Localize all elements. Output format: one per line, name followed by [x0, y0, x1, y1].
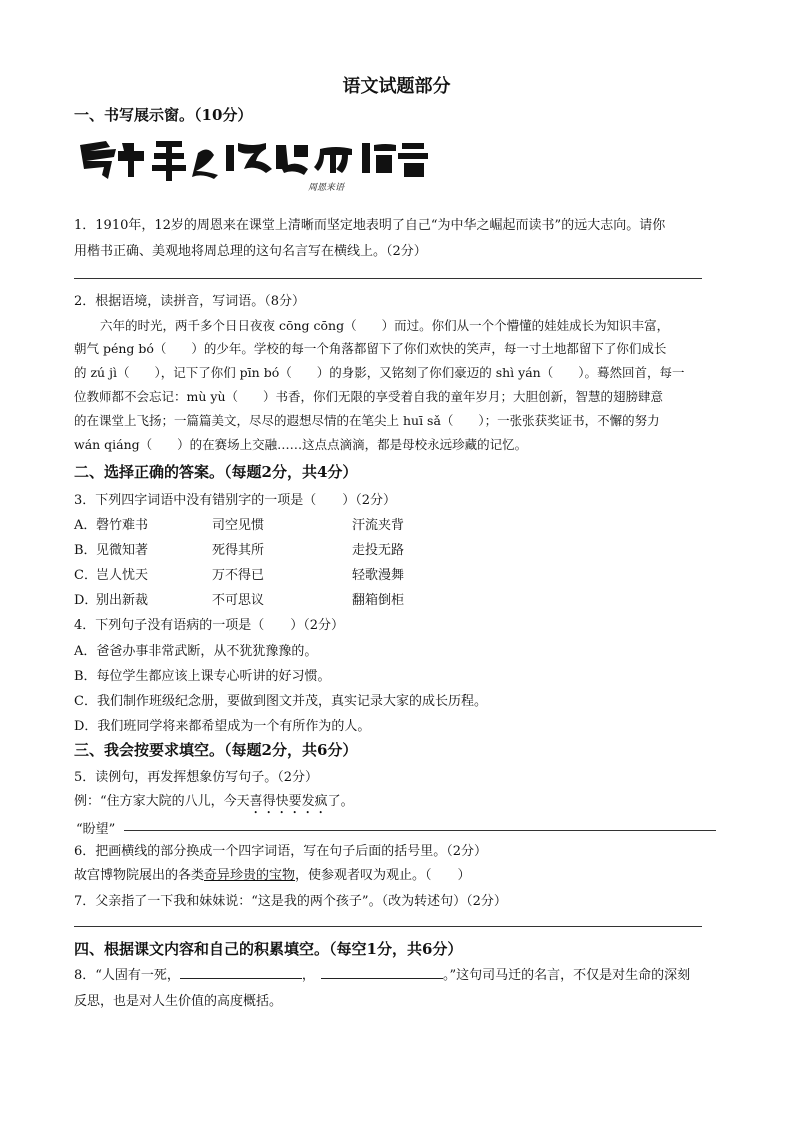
- q3-option-item: 岂人忧天: [96, 568, 149, 583]
- q3-option-item: 见微知著: [96, 543, 149, 558]
- q3-option-item: 司空见惯: [212, 518, 265, 533]
- q3-option-item: 走投无路: [352, 543, 405, 558]
- q1-answer-line[interactable]: [74, 278, 702, 279]
- q7-answer-line[interactable]: [74, 926, 702, 927]
- q3-option-item: 死得其所: [212, 543, 265, 558]
- section-3-heading: 三、我会按要求填空。（每题2分，共6分）: [74, 741, 358, 759]
- q8-blank-1[interactable]: [180, 966, 302, 979]
- q4-heading: 4．下列句子没有语病的一项是（ ）（2分）: [74, 618, 345, 633]
- q6-sentence: [74, 864, 471, 883]
- q1-line-1: 1．1910年，12岁的周恩来在课堂上清晰而坚定地表明了自己“为中华之崛起而读书”的远大志向。请你: [74, 218, 666, 233]
- q4-option-d[interactable]: D．我们班同学将来都希望成为一个有所作为的人。: [74, 719, 371, 734]
- q3-option-item: 翻箱倒柜: [352, 593, 405, 608]
- calligraphy-signature: 周恩来语: [308, 183, 345, 193]
- q2-text-line: 的在课堂上飞扬；一篇篇美文，尽尽的遐想尽情的在笔尖上 huī sǎ（ ）；一张张获奖证书，不懈的努力: [74, 413, 660, 428]
- q4-option-a[interactable]: A．爸爸办事非常武断，从不犹犹豫豫的。: [74, 644, 318, 659]
- q1-line-2: 用楷书正确、美观地将周总理的这句名言写在横线上。（2分）: [74, 244, 427, 259]
- q3-option-item: 万不得已: [212, 568, 265, 583]
- q3-option-a-label[interactable]: A．: [74, 518, 97, 533]
- q6-heading: 6．把画横线的部分换成一个四字词语，写在句子后面的括号里。（2分）: [74, 844, 488, 859]
- q2-text-line: 位教师都不会忘记：mù yù（ ）书香，你们无限的享受着自我的童年岁月；大胆创新，智慧的翅膀肆意: [74, 389, 663, 404]
- q4-option-c[interactable]: C．我们制作班级纪念册，要做到图文并茂，真实记录大家的成长历程。: [74, 694, 487, 709]
- q3-option-item: 不可思议: [212, 593, 265, 608]
- q5-heading: 5．读例句，再发挥想象仿写句子。（2分）: [74, 770, 319, 785]
- q5-prompt: “盼望”: [76, 822, 116, 837]
- q5-answer-line[interactable]: [124, 830, 716, 831]
- q3-heading: 3．下列四字词语中没有错别字的一项是（ ）（2分）: [74, 493, 397, 508]
- q7-heading: 7．父亲指了一下我和妹妹说：“这是我的两个孩子”。（改为转述句）（2分）: [74, 894, 507, 909]
- q5-example-emphasis: 喜得快要发疯: [249, 794, 328, 809]
- q8-blank-2[interactable]: [321, 966, 443, 979]
- q8-mid: ，: [301, 968, 315, 983]
- q3-option-b-label[interactable]: B．: [74, 543, 97, 558]
- q8-pre: 8．“人固有一死，: [74, 968, 180, 983]
- calligraphy-image: [76, 135, 436, 193]
- q6-post: ，使参观者叹为观止。（ ）: [295, 868, 471, 883]
- section-2-heading: 二、选择正确的答案。（每题2分，共4分）: [74, 463, 358, 481]
- q3-option-c-label[interactable]: C．: [74, 568, 97, 583]
- q2-text-line: 六年的时光，两千多个日日夜夜 cōng cōng（ ）而过。你们从一个个懵懂的娃娃成长为知识丰富，: [100, 318, 670, 333]
- page-title: 语文试题部分: [342, 76, 451, 97]
- q8-line-2: 反思，也是对人生价值的高度概括。: [74, 994, 283, 1009]
- section-4-heading: 四、根据课文内容和自己的积累填空。（每空1分，共6分）: [74, 940, 463, 958]
- q6-underlined-phrase: 奇异珍贵的宝物: [204, 868, 296, 883]
- q4-option-b[interactable]: B．每位学生都应该上课专心听讲的好习惯。: [74, 669, 331, 684]
- q5-example: [74, 790, 354, 817]
- q8-post: 。”这句司马迁的名言，不仅是对生命的深刻: [442, 968, 691, 983]
- q2-text-line: 的 zú jì（ ），记下了你们 pīn bó（ ）的身影，又铭刻了你们豪迈的 shì yán（ ）。蓦然回首，每一: [74, 365, 685, 380]
- q5-example-post: 了。: [327, 794, 354, 809]
- q3-option-item: 汗流夹背: [352, 518, 405, 533]
- q3-option-d-label[interactable]: D．: [74, 593, 98, 608]
- calligraphy-artwork: [76, 135, 436, 193]
- q6-pre: 故宫博物院展出的各类: [74, 868, 205, 883]
- section-1-heading: 一、书写展示窗。（10分）: [74, 106, 253, 124]
- q3-option-item: 轻歌漫舞: [352, 568, 405, 583]
- q8-line-1: [74, 964, 690, 983]
- q2-text-line: 朝气 péng bó（ ）的少年。学校的每一个角落都留下了你们欢快的笑声，每一寸土地都留下了你们成长: [74, 341, 667, 356]
- q3-option-item: 磬竹难书: [96, 518, 149, 533]
- q2-heading: 2．根据语境，读拼音，写词语。（8分）: [74, 294, 306, 309]
- q3-option-item: 别出新裁: [96, 593, 149, 608]
- q5-example-pre: 例：“住方家大院的八儿，今天: [74, 794, 250, 809]
- q2-text-line: wán qiáng（ ）的在赛场上交融……这点点滴滴，都是母校永远珍藏的记忆。: [74, 437, 528, 452]
